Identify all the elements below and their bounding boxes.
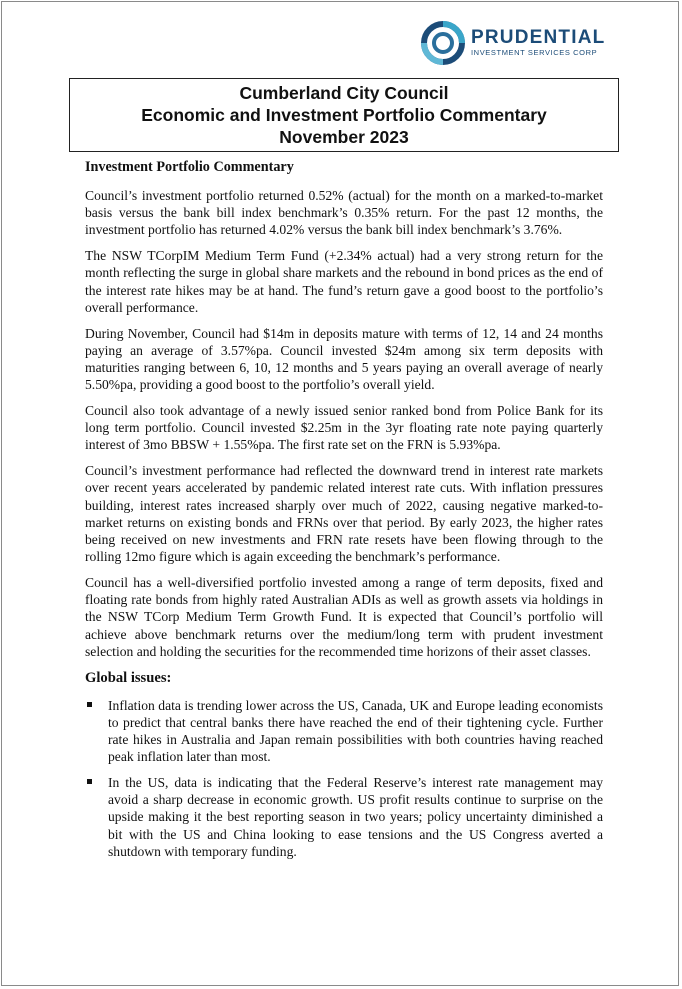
- list-item-text: Inflation data is trending lower across the US, Canada, UK and Europe leading economists to predict that central banks there have reached the end of their tightening cycle. Further rate hikes in Australia and Japan remain possibilities with both countries having reached peak inflation later than most.: [108, 697, 603, 765]
- square-bullet-icon: [87, 779, 92, 784]
- title-council: Cumberland City Council: [239, 83, 449, 103]
- section-heading-global: Global issues:: [85, 669, 172, 686]
- logo-name: PRUDENTIAL: [471, 27, 606, 48]
- section-heading-portfolio: Investment Portfolio Commentary: [85, 159, 294, 175]
- list-item: [85, 697, 603, 766]
- list-item-text: In the US, data is indicating that the Federal Reserve’s interest rate management may avoid a sharp decrease in economic growth. US profit results continue to surprise on the upside making it the best reporting season in two years; policy uncertainty diminished a bit with the US and China looking to ease tensions and the US Congress averted a shutdown with temporary funding.: [108, 775, 603, 859]
- prudential-logo-icon: [421, 21, 465, 65]
- title-commentary: Economic and Investment Portfolio Commentary: [141, 105, 547, 125]
- prudential-logo: [421, 21, 605, 65]
- paragraph: During November, Council had $14m in deposits mature with terms of 12, 14 and 24 months paying an average of 3.57%pa. Council invested $24m among six term deposits with maturities ranging between 6, 10, 12 months and 5 years paying an overall average of nearly 5.50%pa, providing a good boost to the portfolio’s overall yield.: [85, 325, 603, 393]
- document-title-box: [69, 78, 619, 152]
- paragraph: Council’s investment portfolio returned 0.52% (actual) for the month on a marked-to-market basis versus the bank bill index benchmark’s 0.35% return. For the past 12 months, the investment portfolio has returned 4.02% versus the bank bill index benchmark’s 3.76%.: [85, 188, 603, 238]
- paragraph: Council has a well-diversified portfolio invested among a range of term deposits, fixed and floating rate bonds from highly rated Australian ADIs as well as growth assets via holdings in the NSW TCorp Medium Term Growth Fund. It is expected that Council’s portfolio will achieve above benchmark returns over the medium/long term with prudent investment selection and holding the securities for the recommended time horizons of their asset classes.: [85, 575, 603, 659]
- paragraph: The NSW TCorpIM Medium Term Fund (+2.34% actual) had a very strong return for the month reflecting the surge in global share markets and the rebound in bond prices as the end of the interest rate hikes may be at hand. The fund’s return gave a good boost to the portfolio’s overall performance.: [85, 248, 603, 315]
- square-bullet-icon: [87, 702, 92, 707]
- title-month: November 2023: [279, 127, 409, 147]
- list-item: [85, 774, 603, 860]
- document-body: [85, 158, 603, 869]
- paragraph: Council also took advantage of a newly issued senior ranked bond from Police Bank for its long term portfolio. Council invested $2.25m in the 3yr floating rate note paying quarterly interest of 3mo BBSW + 1.55%pa. The first rate set on the FRN is 5.93%pa.: [85, 403, 603, 453]
- document-page: [1, 1, 679, 986]
- global-issues-list: [85, 697, 603, 860]
- paragraph: Council’s investment performance had reflected the downward trend in interest rate markets over recent years accelerated by pandemic related interest rate cuts. With inflation pressures building, interest rates increased sharply over much of 2022, causing negative marked-to-market returns on existing bonds and FRNs over that period. By early 2023, the higher rates being received on new investments and FRN rate resets have been flowing through to the rolling 12mo figure which is again exceeding the benchmark’s performance.: [85, 463, 603, 565]
- logo-subtitle: INVESTMENT SERVICES CORP: [471, 48, 598, 57]
